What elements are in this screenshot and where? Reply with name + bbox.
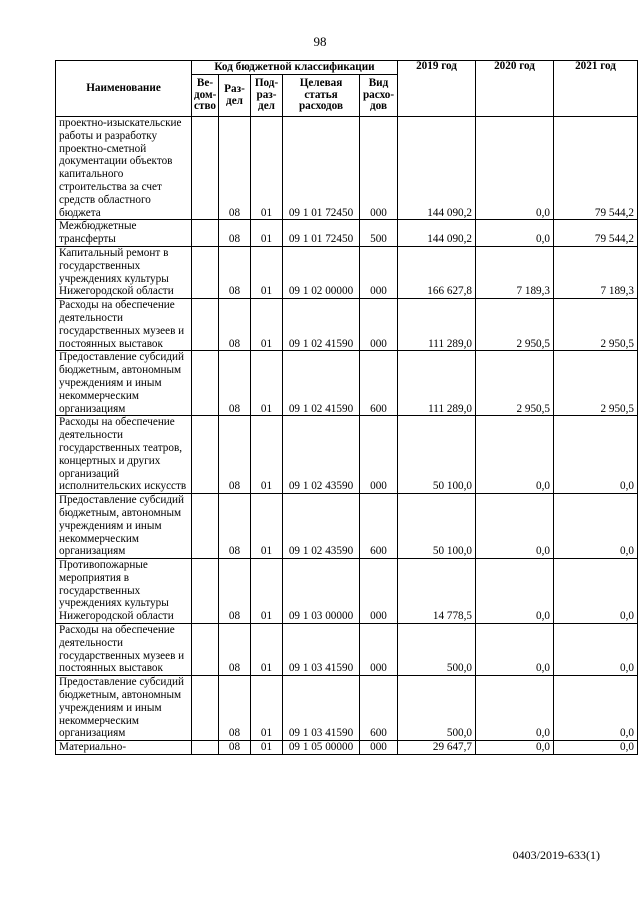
cell-2019: 144 090,2	[398, 220, 476, 247]
cell-target-article: 09 1 03 41590	[283, 624, 360, 676]
cell-2020: 0,0	[476, 741, 554, 755]
table-row	[56, 676, 638, 741]
cell-podrazdel: 01	[251, 220, 283, 247]
cell-podrazdel: 01	[251, 117, 283, 220]
cell-ved	[192, 416, 219, 494]
cell-razdel: 08	[219, 624, 251, 676]
cell-podrazdel: 01	[251, 559, 283, 624]
cell-name: Противопожарные мероприятия в государственных учреждениях культуры Нижегородской области	[56, 559, 192, 624]
cell-name: Материально-	[56, 741, 192, 755]
cell-2021: 0,0	[554, 416, 638, 494]
table-row	[56, 246, 638, 298]
cell-name: Межбюджетные трансферты	[56, 220, 192, 247]
cell-2020: 0,0	[476, 494, 554, 559]
cell-2021: 79 544,2	[554, 117, 638, 220]
cell-2019: 29 647,7	[398, 741, 476, 755]
cell-ved	[192, 624, 219, 676]
cell-target-article: 09 1 02 43590	[283, 494, 360, 559]
cell-target-article: 09 1 05 00000	[283, 741, 360, 755]
cell-expense-type: 600	[360, 494, 398, 559]
cell-expense-type: 000	[360, 299, 398, 351]
cell-razdel: 08	[219, 494, 251, 559]
cell-expense-type: 600	[360, 351, 398, 416]
cell-razdel: 08	[219, 246, 251, 298]
cell-razdel: 08	[219, 676, 251, 741]
header-year-2019: 2019 год	[398, 61, 476, 117]
cell-razdel: 08	[219, 299, 251, 351]
cell-2020: 7 189,3	[476, 246, 554, 298]
cell-name: Капитальный ремонт в государственных учреждениях культуры Нижегородской области	[56, 246, 192, 298]
cell-target-article: 09 1 03 00000	[283, 559, 360, 624]
cell-expense-type: 600	[360, 676, 398, 741]
cell-2021: 0,0	[554, 741, 638, 755]
cell-name: Расходы на обеспечение деятельности государственных театров, концертных и других организаций исполнительских искусств	[56, 416, 192, 494]
cell-podrazdel: 01	[251, 494, 283, 559]
cell-target-article: 09 1 03 41590	[283, 676, 360, 741]
cell-name: проектно-изыскательские работы и разработку проектно-сметной документации объектов капитального строительства за счет средств областного бюджета	[56, 117, 192, 220]
cell-expense-type: 000	[360, 741, 398, 755]
cell-podrazdel: 01	[251, 299, 283, 351]
cell-name: Расходы на обеспечение деятельности государственных музеев и постоянных выставок	[56, 624, 192, 676]
cell-2020: 0,0	[476, 559, 554, 624]
cell-razdel: 08	[219, 220, 251, 247]
cell-2019: 111 289,0	[398, 299, 476, 351]
cell-expense-type: 000	[360, 559, 398, 624]
cell-name: Предоставление субсидий бюджетным, автономным учреждениям и иным некоммерческим организациям	[56, 676, 192, 741]
table-row	[56, 624, 638, 676]
cell-2021: 2 950,5	[554, 299, 638, 351]
cell-razdel: 08	[219, 559, 251, 624]
header-code-group: Код бюджетной классификации	[192, 61, 398, 75]
cell-podrazdel: 01	[251, 676, 283, 741]
cell-2019: 166 627,8	[398, 246, 476, 298]
table-row	[56, 299, 638, 351]
cell-2021: 0,0	[554, 494, 638, 559]
cell-target-article: 09 1 02 00000	[283, 246, 360, 298]
cell-expense-type: 000	[360, 624, 398, 676]
cell-expense-type: 500	[360, 220, 398, 247]
table-row	[56, 559, 638, 624]
page-number: 98	[313, 34, 327, 49]
cell-2021: 0,0	[554, 676, 638, 741]
header-year-2020: 2020 год	[476, 61, 554, 117]
budget-table	[55, 60, 638, 755]
cell-name: Расходы на обеспечение деятельности государственных музеев и постоянных выставок	[56, 299, 192, 351]
header-target-article: Целевая статья расходов	[283, 75, 360, 117]
cell-2019: 500,0	[398, 624, 476, 676]
cell-razdel: 08	[219, 117, 251, 220]
header-podrazdel: Под- раз- дел	[251, 75, 283, 117]
table-row	[56, 117, 638, 220]
cell-2020: 0,0	[476, 676, 554, 741]
cell-2021: 2 950,5	[554, 351, 638, 416]
cell-target-article: 09 1 01 72450	[283, 220, 360, 247]
cell-name: Предоставление субсидий бюджетным, автономным учреждениям и иным некоммерческим организациям	[56, 351, 192, 416]
cell-expense-type: 000	[360, 117, 398, 220]
cell-2021: 79 544,2	[554, 220, 638, 247]
cell-podrazdel: 01	[251, 246, 283, 298]
cell-podrazdel: 01	[251, 741, 283, 755]
cell-2020: 2 950,5	[476, 299, 554, 351]
cell-ved	[192, 741, 219, 755]
header-ved: Ве- дом- ство	[192, 75, 219, 117]
cell-expense-type: 000	[360, 246, 398, 298]
cell-podrazdel: 01	[251, 416, 283, 494]
header-razdel: Раз- дел	[219, 75, 251, 117]
cell-ved	[192, 117, 219, 220]
cell-2020: 0,0	[476, 624, 554, 676]
cell-ved	[192, 559, 219, 624]
table-row	[56, 220, 638, 247]
cell-2019: 14 778,5	[398, 559, 476, 624]
cell-2020: 2 950,5	[476, 351, 554, 416]
cell-target-article: 09 1 02 41590	[283, 351, 360, 416]
cell-podrazdel: 01	[251, 624, 283, 676]
cell-ved	[192, 246, 219, 298]
document-code: 0403/2019-633(1)	[512, 848, 600, 862]
cell-2019: 144 090,2	[398, 117, 476, 220]
cell-target-article: 09 1 02 43590	[283, 416, 360, 494]
cell-ved	[192, 676, 219, 741]
cell-ved	[192, 299, 219, 351]
cell-2019: 111 289,0	[398, 351, 476, 416]
table-row	[56, 494, 638, 559]
table-body	[56, 117, 638, 755]
cell-razdel: 08	[219, 416, 251, 494]
header-name: Наименование	[56, 61, 192, 117]
cell-2019: 50 100,0	[398, 494, 476, 559]
cell-target-article: 09 1 01 72450	[283, 117, 360, 220]
cell-name: Предоставление субсидий бюджетным, автономным учреждениям и иным некоммерческим организациям	[56, 494, 192, 559]
header-year-2021: 2021 год	[554, 61, 638, 117]
cell-2020: 0,0	[476, 220, 554, 247]
cell-ved	[192, 494, 219, 559]
header-expense-type: Вид расхо- дов	[360, 75, 398, 117]
table-row	[56, 741, 638, 755]
cell-razdel: 08	[219, 351, 251, 416]
cell-2021: 7 189,3	[554, 246, 638, 298]
table-row	[56, 416, 638, 494]
cell-2020: 0,0	[476, 416, 554, 494]
cell-2021: 0,0	[554, 559, 638, 624]
table-row	[56, 351, 638, 416]
cell-2019: 500,0	[398, 676, 476, 741]
cell-expense-type: 000	[360, 416, 398, 494]
cell-podrazdel: 01	[251, 351, 283, 416]
cell-2019: 50 100,0	[398, 416, 476, 494]
cell-ved	[192, 220, 219, 247]
cell-2020: 0,0	[476, 117, 554, 220]
cell-ved	[192, 351, 219, 416]
cell-target-article: 09 1 02 41590	[283, 299, 360, 351]
cell-2021: 0,0	[554, 624, 638, 676]
cell-razdel: 08	[219, 741, 251, 755]
